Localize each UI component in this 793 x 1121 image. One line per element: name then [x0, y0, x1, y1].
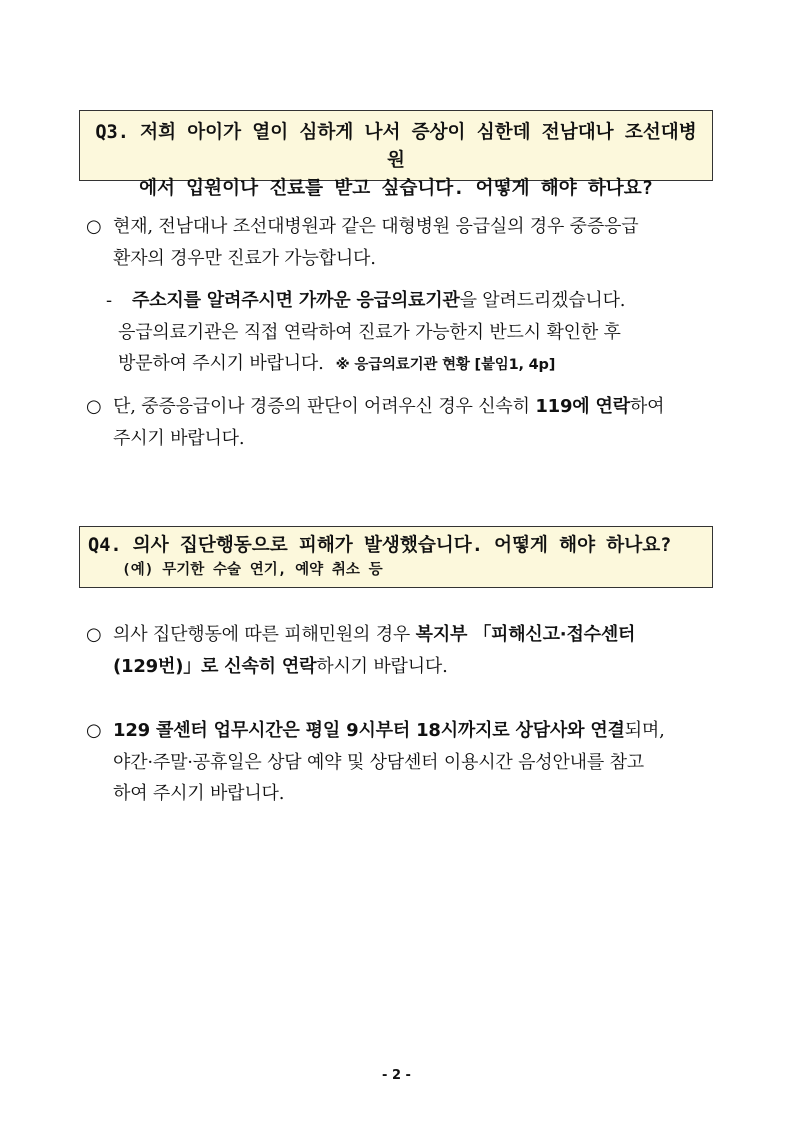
- answer-q4-paragraph-2: [86, 715, 726, 810]
- answer-q3-sub-bold: 주소지를 알려주시면 가까운 응급의료기관: [132, 290, 460, 311]
- circle-bullet-icon: ○: [86, 216, 102, 237]
- answer-q4-p2-post: 되며,: [624, 720, 665, 741]
- circle-bullet-icon: ○: [86, 396, 102, 417]
- answer-q4-p1-bold2: (129번)」로 신속히 연락: [113, 655, 317, 677]
- dash-bullet-icon: -: [106, 290, 112, 311]
- answer-q3-sub-line3: 방문하여 주시기 바랍니다.: [118, 353, 324, 374]
- answer-q4-p2-line3: 하여 주시기 바랍니다.: [113, 783, 285, 804]
- answer-q3-paragraph-1: [86, 211, 726, 274]
- answer-q3-p1-line1: 현재, 전남대나 조선대병원과 같은 대형병원 응급실의 경우 중증응급: [113, 216, 639, 237]
- question-box-q4: [79, 526, 713, 588]
- answer-q3-p2-pre: 단, 중증응급이나 경증의 판단이 어려우신 경우 신속히: [113, 396, 536, 417]
- answer-q4-p2-bold: 129 콜센터 업무시간은 평일 9시부터 18시까지로 상담사와 연결: [113, 720, 625, 741]
- answer-q3-paragraph-2: [86, 391, 726, 454]
- answer-q4-paragraph-1: [86, 619, 726, 682]
- answer-q4-p1-pre: 의사 집단행동에 따른 피해민원의 경우: [113, 624, 416, 645]
- q4-title: Q4. 의사 집단행동으로 피해가 발생했습니다. 어떻게 해야 하나요?: [88, 535, 672, 556]
- page-number: - 2 -: [382, 1068, 411, 1083]
- answer-q3-p2-line2: 주시기 바랍니다.: [113, 427, 245, 449]
- q3-title-line2: 에서 입원이나 진료를 받고 싶습니다. 어떻게 해야 하나요?: [139, 178, 653, 199]
- q4-example: (예) 무기한 수술 연기, 예약 취소 등: [122, 562, 383, 578]
- answer-q4-p1-bold1: 복지부 「피해신고·접수센터: [415, 624, 636, 645]
- answer-q3-sub-item: [106, 285, 726, 382]
- q3-title-line1: Q3. 저희 아이가 열이 심하게 나서 증상이 심한데 전남대나 조선대병원: [95, 122, 697, 171]
- answer-q4-p2-line2: 야간·주말·공휴일은 상담 예약 및 상담센터 이용시간 음성안내를 참고: [113, 751, 644, 773]
- question-box-q3: [79, 110, 713, 199]
- answer-q3-p1-line2: 환자의 경우만 진료가 가능합니다.: [113, 247, 376, 269]
- answer-q3-p2-post: 하여: [629, 396, 665, 417]
- answer-q3-p2-bold: 119에 연락: [535, 396, 630, 417]
- answer-q3-sub-line2: 응급의료기관은 직접 연락하여 진료가 가능한지 반드시 확인한 후: [118, 321, 621, 343]
- answer-q4-p1-post: 하시기 바랍니다.: [316, 655, 448, 677]
- circle-bullet-icon: ○: [86, 624, 102, 645]
- answer-q3-sub-rest: 을 알려드리겠습니다.: [459, 290, 626, 311]
- circle-bullet-icon: ○: [86, 720, 102, 741]
- attachment-note: ※ 응급의료기관 현황 [붙임1, 4p]: [335, 357, 556, 373]
